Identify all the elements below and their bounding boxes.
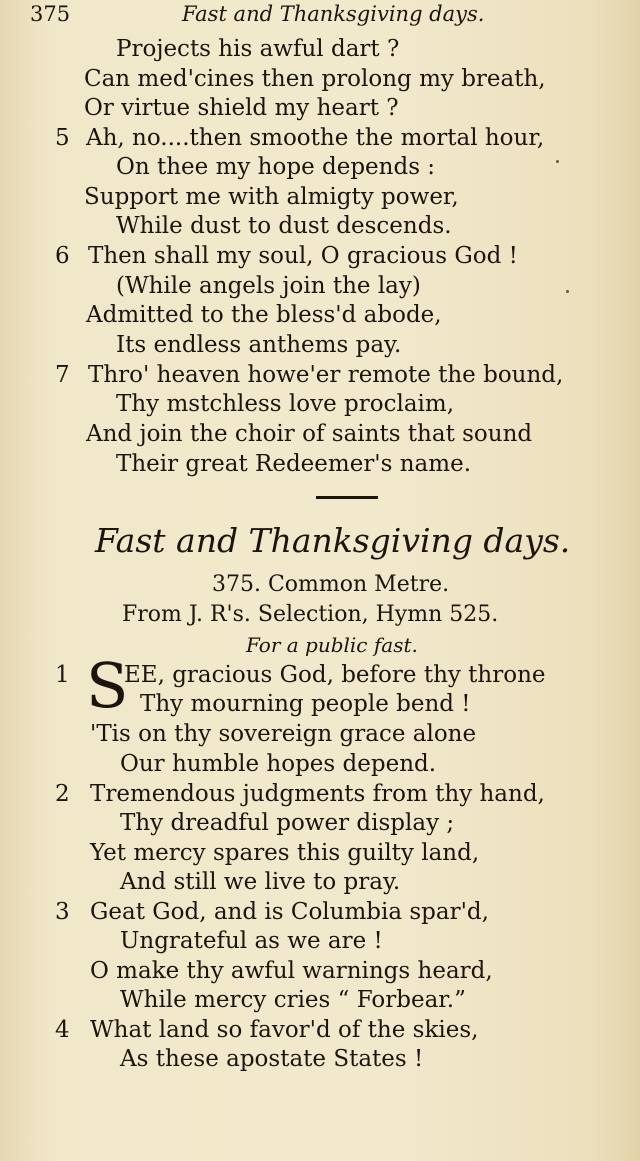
verse-line: Thy mstchless love proclaim, (116, 391, 455, 417)
verse-line: 2 Tremendous judgments from thy hand, (55, 781, 545, 807)
verse-number: 5 (55, 125, 70, 151)
verse-line: Our humble hopes depend. (120, 751, 437, 777)
paper-speck (566, 290, 569, 293)
verse-line: Admitted to the bless'd abode, (86, 302, 442, 328)
verse-line: Thy dreadful power display ; (120, 810, 455, 836)
verse-line: Or virtue shield my heart ? (84, 95, 399, 121)
verse-line: 1 EE, gracious God, before thy throne (55, 662, 546, 688)
verse-line: And join the choir of saints that sound (86, 421, 533, 447)
verse-number: 1 (55, 662, 70, 688)
verse-number: 7 (55, 362, 70, 388)
verse-line: Support me with almigty power, (84, 184, 459, 210)
page-number: 375 (30, 2, 71, 26)
verse-line: 3 Geat God, and is Columbia spar'd, (55, 899, 489, 925)
verse-line: 'Tis on thy sovereign grace alone (90, 721, 477, 747)
verse-line: On thee my hope depends : (116, 154, 436, 180)
verse-line: Their great Redeemer's name. (116, 451, 472, 477)
verse-number: 6 (55, 243, 70, 269)
section-title: Fast and Thanksgiving days. (95, 521, 571, 560)
verse-line: 6 Then shall my soul, O gracious God ! (55, 243, 518, 269)
verse-line: O make thy awful warnings heard, (90, 958, 493, 984)
verse-line: While mercy cries “ Forbear.” (120, 987, 466, 1013)
running-title: Fast and Thanksgiving days. (182, 2, 485, 26)
verse-line: Its endless anthems pay. (116, 332, 402, 358)
verse-line: Can med'cines then prolong my breath, (84, 66, 546, 92)
verse-line: And still we live to pray. (120, 869, 401, 895)
section-divider (316, 496, 378, 499)
verse-number: 2 (55, 781, 70, 807)
hymn-occasion: For a public fast. (246, 633, 418, 657)
drop-cap: S (86, 649, 129, 722)
verse-number: 3 (55, 899, 70, 925)
verse-line: Thy mourning people bend ! (140, 691, 471, 717)
hymn-source: From J. R's. Selection, Hymn 525. (122, 602, 499, 627)
verse-line: 5 Ah, no....then smoothe the mortal hour, (55, 125, 545, 151)
verse-line: Projects his awful dart ? (116, 36, 400, 62)
verse-line: 4 What land so favor'd of the skies, (55, 1017, 479, 1043)
verse-line: Ungrateful as we are ! (120, 928, 383, 954)
page-header (30, 0, 620, 30)
verse-number: 4 (55, 1017, 70, 1043)
verse-line: As these apostate States ! (120, 1046, 424, 1072)
verse-line: (While angels join the lay) (116, 273, 421, 299)
paper-speck (556, 160, 559, 163)
verse-line: While dust to dust descends. (116, 213, 452, 239)
verse-line: 7 Thro' heaven howe'er remote the bound, (55, 362, 564, 388)
hymn-meta: 375. Common Metre. (212, 572, 450, 597)
verse-line: Yet mercy spares this guilty land, (90, 840, 480, 866)
